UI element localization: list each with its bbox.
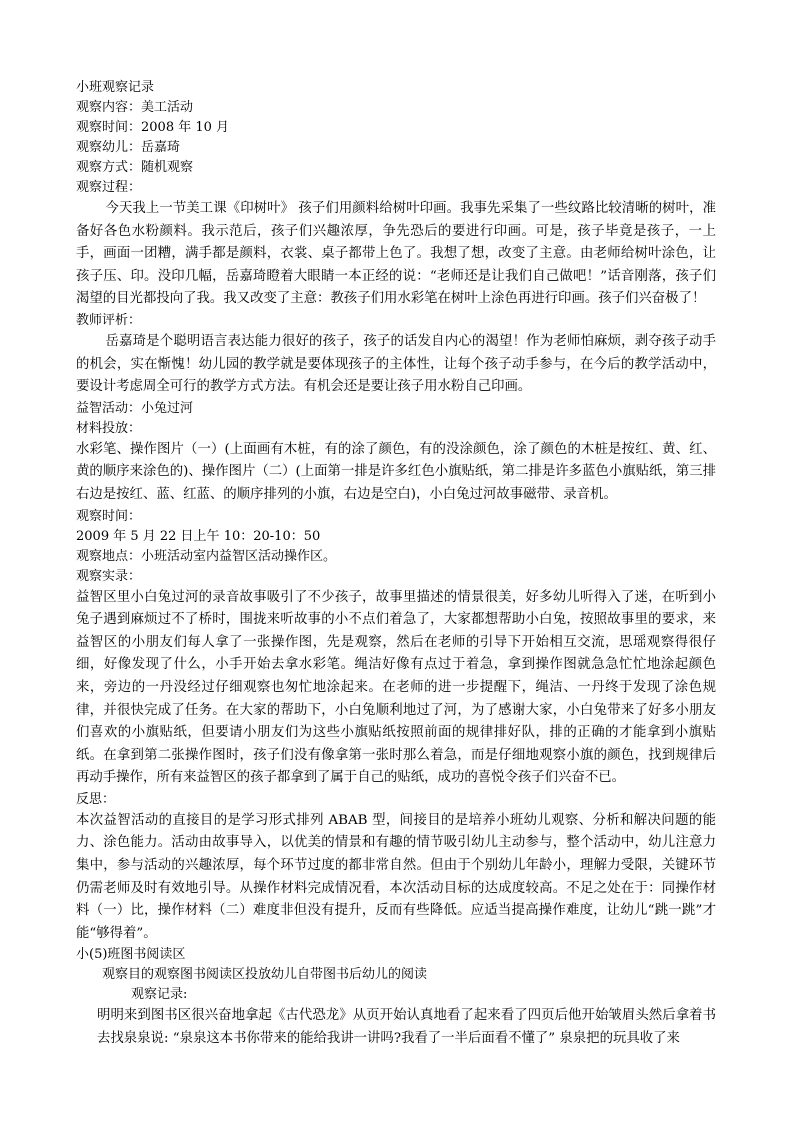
process-heading: 观察过程： bbox=[76, 180, 142, 195]
document-title: 小班观察记录 bbox=[76, 80, 155, 95]
reading-area-heading: 小(5)班图书阅读区 bbox=[76, 947, 186, 963]
observation-content: 观察内容：美工活动 bbox=[76, 100, 194, 115]
observation-time: 观察时间：2008 年 10 月 bbox=[76, 120, 230, 135]
materials-paragraph: 水彩笔、操作图片（一）(上面画有木桩，有的涂了颜色，有的没涂颜色，涂了颜色的木桩是按红、黄、红、黄的顺序来涂色的)、操作图片（二）(上面第一排是许多红色小旗贴纸，第二排是许多蓝色小旗贴纸，第三排右边是按红、蓝、红蓝、的顺序排列的小旗，右边是空白)，小白兔过河故事磁带、录音机。 bbox=[76, 441, 716, 502]
reflection-heading: 反思： bbox=[76, 791, 116, 807]
document-page bbox=[76, 78, 716, 1051]
observed-child: 观察幼儿：岳嘉琦 bbox=[76, 140, 181, 155]
evaluation-heading: 教师评析： bbox=[76, 312, 142, 328]
observation-method: 观察方式：随机观察 bbox=[76, 160, 194, 175]
record-heading: 观察实录： bbox=[76, 568, 142, 584]
time2-heading: 观察时间： bbox=[76, 508, 142, 524]
reading-record-paragraph: 明明来到图书区很兴奋地拿起《古代恐龙》从页开始认真地看了起来看了四页后他开始皱眉头然后拿着书去找泉泉说: “泉泉这本书你带来的能给我讲一讲吗?我看了一半后面看不懂了” 泉泉把的玩具收了来 bbox=[97, 1008, 716, 1047]
reflection-paragraph: 本次益智活动的直接目的是学习形式排列 ABAB 型，间接目的是培养小班幼儿观察、分析和解决问题的能力、涂色能力。活动由故事导入，以优美的情景和有趣的情节吸引幼儿主动参与，整个活动中，幼儿注意力集中，参与活动的兴趣浓厚，每个环节过度的都非常自然。但由于个别幼儿年龄小，理解力受限，关键环节仍需老师及时有效地引导。从操作材料完成情况看，本次活动目标的达成度较高。不足之处在于：同操作材料（一）比，操作材料（二）难度非但没有提升，反而有些降低。应适当提高操作难度，让幼儿“跳一跳”才能“够得着”。 bbox=[76, 812, 716, 941]
reading-purpose: 观察目的观察图书阅读区投放幼儿自带图书后幼儿的阅读 bbox=[102, 967, 428, 983]
observation-place: 观察地点：小班活动室内益智区活动操作区。 bbox=[76, 548, 337, 564]
time2-value: 2009 年 5 月 22 日上午 10：20-10：50 bbox=[76, 528, 321, 544]
evaluation-paragraph: 岳嘉琦是个聪明语言表达能力很好的孩子，孩子的话发自内心的渴望！作为老师怕麻烦，剥夺孩子动手的机会，实在惭愧！幼儿园的教学就是要体现孩子的主体性，让每个孩子动手参与，在今后的教学活动中，要设计考虑周全可行的教学方式方法。有机会还是要让孩子用水粉自己印画。 bbox=[76, 333, 716, 395]
materials-heading: 材料投放： bbox=[76, 420, 142, 436]
record-paragraph: 益智区里小白兔过河的录音故事吸引了不少孩子，故事里描述的情景很美，好多幼儿听得入了迷，在听到小兔子遇到麻烦过不了桥时，围拢来听故事的小不点们着急了，大家都想帮助小白兔，按照故事里的要求，来益智区的小朋友们每人拿了一张操作图，先是观察，然后在老师的引导下开始相互交流，思瑶观察得很仔细，好像发现了什么，小手开始去拿水彩笔。绳洁好像有点过于着急，拿到操作图就急急忙忙地涂起颜色来，旁边的一丹没经过仔细观察也匆忙地涂起来。在老师的进一步提醒下，绳洁、一丹终于发现了涂色规律，并很快完成了任务。在大家的帮助下，小白兔顺利地过了河，为了感谢大家，小白兔带来了好多小朋友们喜欢的小旗贴纸，但要请小朋友们为这些小旗贴纸按照前面的规律排好队，排的正确的才能拿到小旗贴纸。在拿到第二张操作图时，孩子们没有像拿第一张时那么着急，而是仔细地观察小旗的颜色，找到规律后再动手操作，所有来益智区的孩子都拿到了属于自己的贴纸，成功的喜悦令孩子们兴奋不已。 bbox=[76, 589, 716, 786]
process-paragraph: 今天我上一节美工课《印树叶》 孩子们用颜料给树叶印画。我事先采集了一些纹路比较清晰的树叶，准备好各色水粉颜料。我示范后，孩子们兴趣浓厚，争先恐后的要进行印画。可是，孩子毕竟是孩子，一上手，画面一团糟，满手都是颜料，衣裳、桌子都带上色了。我想了想，改变了主意。由老师给树叶涂色，让孩子压、印。没印几幅，岳嘉琦瞪着大眼睛一本正经的说：“老师还是让我们自己做吧！”话音刚落，孩子们渴望的目光都投向了我。我又改变了主意：教孩子们用水彩笔在树叶上涂色再进行印画。孩子们兴奋极了！ bbox=[76, 201, 716, 307]
reading-record-heading: 观察记录: bbox=[131, 987, 188, 1003]
activity2-line: 益智活动：小兔过河 bbox=[76, 400, 194, 416]
